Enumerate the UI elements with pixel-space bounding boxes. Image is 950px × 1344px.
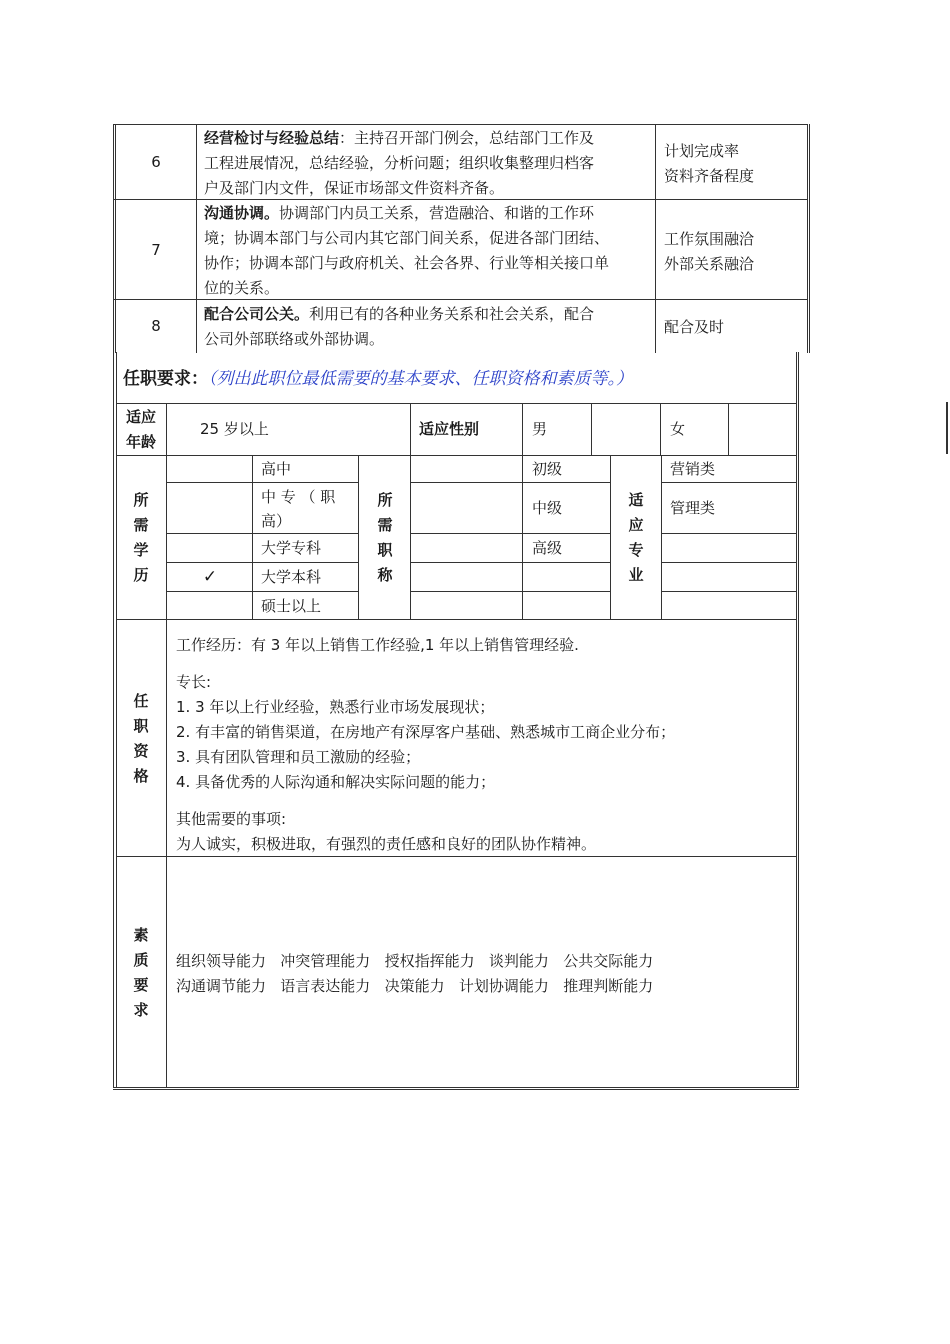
major-item: 管理类 — [670, 499, 716, 517]
quality-line: 沟通调节能力 语言表达能力 决策能力 计划协调能力 推理判断能力 — [176, 977, 654, 995]
duty-text: 境；协调本部门与公司内其它部门间关系，促进各部门团结、 — [204, 229, 610, 247]
duty-text: 主持召开部门例会，总结部门工作及 — [354, 129, 595, 147]
duty-kpi: 工作氛围融洽 — [664, 230, 755, 248]
qualification-line: 其他需要的事项: — [176, 810, 287, 828]
education-label: 所 需 学 历 — [133, 491, 149, 584]
quality-label: 素 质 要 求 — [133, 926, 149, 1019]
duty-number: 7 — [151, 241, 161, 259]
education-item: 高） — [261, 512, 292, 530]
gender-female: 女 — [670, 420, 686, 438]
age-value: 25 岁以上 — [200, 420, 269, 438]
duty-text: 户及部门内文件，保证市场部文件资料齐备。 — [204, 179, 505, 197]
duty-kpi: 资料齐备程度 — [664, 167, 755, 185]
education-item: 硕士以上 — [261, 597, 322, 615]
check-icon: ✓ — [202, 567, 218, 587]
duty-text: 利用已有的各种业务关系和社会关系，配合 — [309, 305, 595, 323]
margin-mark — [946, 402, 948, 454]
duty-number: 8 — [151, 317, 161, 335]
duty-title: 配合公司公关。 — [204, 305, 310, 323]
education-item: 大学专科 — [261, 539, 322, 557]
requirements-note: （列出此职位最低需要的基本要求、任职资格和素质等。） — [208, 369, 633, 389]
gender-label: 适应性别 — [419, 420, 480, 438]
gender-male: 男 — [532, 420, 548, 438]
major-label: 适 应 专 业 — [628, 491, 644, 584]
duty-kpi: 计划完成率 — [664, 142, 740, 160]
duty-title: 沟通协调。 — [204, 204, 280, 222]
education-item: 中 专 （ 职 — [261, 488, 336, 506]
duty-text: 位的关系。 — [204, 279, 280, 297]
requirements-heading: 任职要求： — [123, 369, 208, 389]
qualification-line: 1. 3 年以上行业经验，熟悉行业市场发展现状； — [176, 698, 495, 716]
duty-text: 公司外部联络或外部协调。 — [204, 330, 385, 348]
qualification-line: 工作经历：有 3 年以上销售工作经验,1 年以上销售管理经验. — [176, 636, 579, 654]
duty-text: 协调部门内员工关系，营造融洽、和谐的工作环 — [279, 204, 595, 222]
major-item: 营销类 — [670, 460, 716, 478]
education-item: 大学本科 — [261, 568, 322, 586]
duty-kpi: 外部关系融洽 — [664, 255, 755, 273]
quality-line: 组织领导能力 冲突管理能力 授权指挥能力 谈判能力 公共交际能力 — [176, 952, 654, 970]
duty-number: 6 — [151, 153, 161, 171]
title-label: 所 需 职 称 — [377, 491, 393, 584]
education-item: 高中 — [261, 460, 292, 478]
qualification-line: 3. 具有团队管理和员工激励的经验； — [176, 748, 421, 766]
qualification-line: 2. 有丰富的销售渠道，在房地产有深厚客户基础、熟悉城市工商企业分布； — [176, 723, 676, 741]
duty-text: 工程进展情况，总结经验，分析问题；组织收集整理归档客 — [204, 154, 595, 172]
qualification-line: 为人诚实，积极进取，有强烈的责任感和良好的团队协作精神。 — [176, 835, 597, 853]
duty-kpi: 配合及时 — [664, 318, 725, 336]
age-label: 适应 年龄 — [125, 408, 156, 451]
qualification-label: 任 职 资 格 — [133, 692, 149, 785]
title-item: 初级 — [532, 460, 563, 478]
duty-title: 经营检讨与经验总结 — [204, 129, 340, 147]
duty-text: 协作；协调本部门与政府机关、社会各界、行业等相关接口单 — [204, 254, 610, 272]
title-item: 中级 — [532, 499, 563, 517]
qualification-line: 专长: — [176, 673, 212, 691]
title-item: 高级 — [532, 539, 563, 557]
qualification-line: 4. 具备优秀的人际沟通和解决实际问题的能力； — [176, 773, 496, 791]
